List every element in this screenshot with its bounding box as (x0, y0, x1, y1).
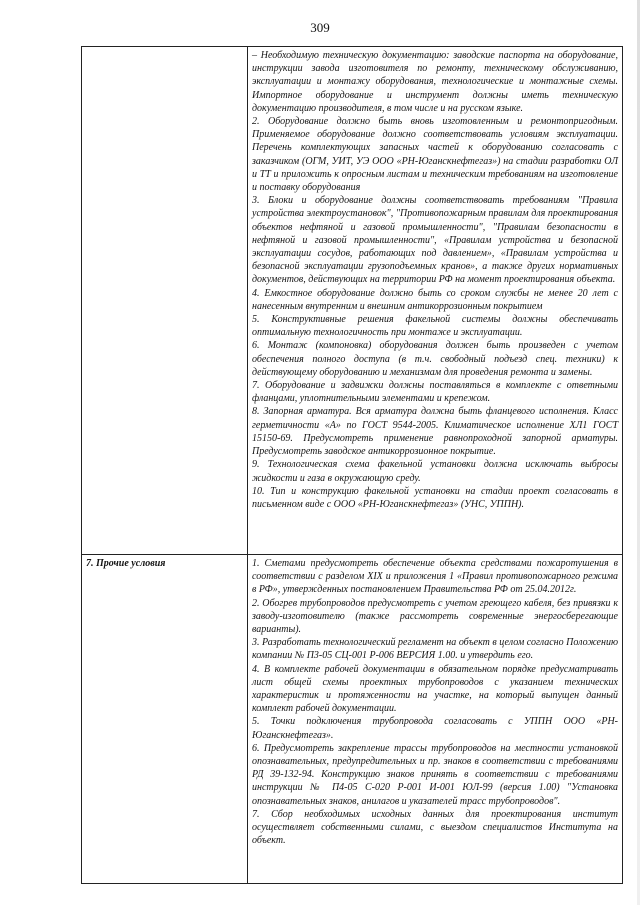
requirement-paragraph: 3. Разработать технологический регламент на объект в целом согласно Положению компании № П3-05 СЦ-001 Р-006 ВЕРСИЯ 1.00. и утвердить его. (252, 637, 618, 662)
row-label-other-conditions: 7. Прочие условия (86, 558, 166, 569)
requirement-paragraph: 9. Технологическая схема факельной установки должна исключать выбросы жидкости и газа в окружающую среду. (252, 459, 618, 484)
requirements-table (81, 46, 623, 884)
requirement-paragraph: 3. Блоки и оборудование должны соответствовать требованиям "Правила устройства электроустановок", "Противопожарным правилам для проектирования объектов нефтяной и газовой промышленности", "Правилам безопасности в нефтяной и газовой промышленности", «Правилам устройства и безопасной эксплуатации сосудов, работающих под давлением», «Правилам устройства и безопасной эксплуатации грузоподъемных кранов», а также других нормативных документов, действующих на территории РФ на момент проектирования объекта. (252, 195, 618, 286)
row-label-cell (82, 47, 248, 555)
table-row (82, 47, 623, 555)
requirements-cell (248, 555, 623, 884)
requirement-paragraph: 1. Сметами предусмотреть обеспечение объекта средствами пожаротушения в соответствии с разделом XIX и приложения 1 «Правил противопожарного режима в РФ», утвержденных постановлением Правительства РФ от 25.04.2012г. (252, 558, 618, 596)
page-number: 309 (310, 20, 330, 35)
row-label-cell (82, 555, 248, 884)
requirement-paragraph: 10. Тип и конструкцию факельной установки на стадии проект согласовать в письменном виде с ООО «РН-Юганскнефтегаз» (УНС, УППН). (252, 485, 618, 510)
requirement-paragraph: 4. Емкостное оборудование должно быть со сроком службы не менее 20 лет с нанесенным внутренним и внешним антикоррозионным покрытием (252, 287, 618, 312)
requirement-paragraph: 4. В комплекте рабочей документации в обязательном порядке предусматривать лист общей схемы проектных трубопроводов с указанием технических характеристик и протяженности на участке, на который выпущен данный комплект рабочей документации. (252, 663, 618, 715)
table-row (82, 555, 623, 884)
requirement-paragraph: 6. Предусмотреть закрепление трассы трубопроводов на местности установкой опознавательных, предупредительных и пр. знаков в соответствии с требованиями РД 39-132-94. Конструкцию знаков принять в соответствии с требованиями инструкции № П4-05 С-020 Р-001 И-001 ЮЛ-99 (версия 1.00) "Установка опознавательных знаков, анилагов и указателей трасс трубопроводов". (252, 742, 618, 807)
requirement-paragraph: 6. Монтаж (компоновка) оборудования должен быть произведен с учетом обеспечения полного доступа (в т.ч. свободный подъезд спец. техники) к действующему оборудованию и механизмам для проведения ремонта и замены. (252, 340, 618, 378)
requirement-paragraph: 2. Обогрев трубопроводов предусмотреть с учетом греющего кабеля, без привязки к заводу-изготовителю (также рассмотреть современные энергосберегающие варианты). (252, 597, 618, 636)
requirement-paragraph: 5. Конструктивные решения факельной системы должны обеспечивать оптимальную технологичность при монтаже и эксплуатации. (252, 314, 618, 339)
requirement-paragraph: 2. Оборудование должно быть вновь изготовленным и ремонтопригодным. Применяемое оборудование должно соответствовать условиям эксплуатации. Перечень комплектующих запасных частей к оборудованию согласовать с заказчиком (ОГМ, УИТ, УЭ ООО «РН-Юганскнефтегаз») на стадии разработки ОЛ и ТТ и приложить к опросным листам и техническим требованиям на изготовление и поставку оборудования (252, 116, 618, 194)
requirement-paragraph: 7. Оборудование и задвижки должны поставляться в комплекте с ответными фланцами, уплотнительными элементами и крепежом. (252, 380, 618, 405)
requirement-paragraph: 8. Запорная арматура. Вся арматура должна быть фланцевого исполнения. Класс герметичности «А» по ГОСТ 9544-2005. Климатическое исполнение ХЛ1 ГОСТ 15150-69. Предусмотреть применение равнопроходной запорной арматуры. Предусмотреть заводское антикоррозионное покрытие. (252, 406, 618, 458)
requirement-paragraph: – Необходимую техническую документацию: заводские паспорта на оборудование, инструкции завода изготовителя по ремонту, техническому обслуживанию, эксплуатации и монтажу оборудования, технологические и монтажные схемы. Импортное оборудование и инструмент должны иметь техническую документацию производителя, в том числе и на русском языке. (252, 50, 618, 114)
requirement-paragraph: 7. Сбор необходимых исходных данных для проектирования институт осуществляет собственными силами, с выездом специалистов Института на объект. (252, 808, 618, 847)
requirement-paragraph: 5. Точки подключения трубопровода согласовать с УППН ООО «РН-Юганскнефтегаз». (252, 716, 618, 741)
requirements-cell (248, 47, 623, 555)
